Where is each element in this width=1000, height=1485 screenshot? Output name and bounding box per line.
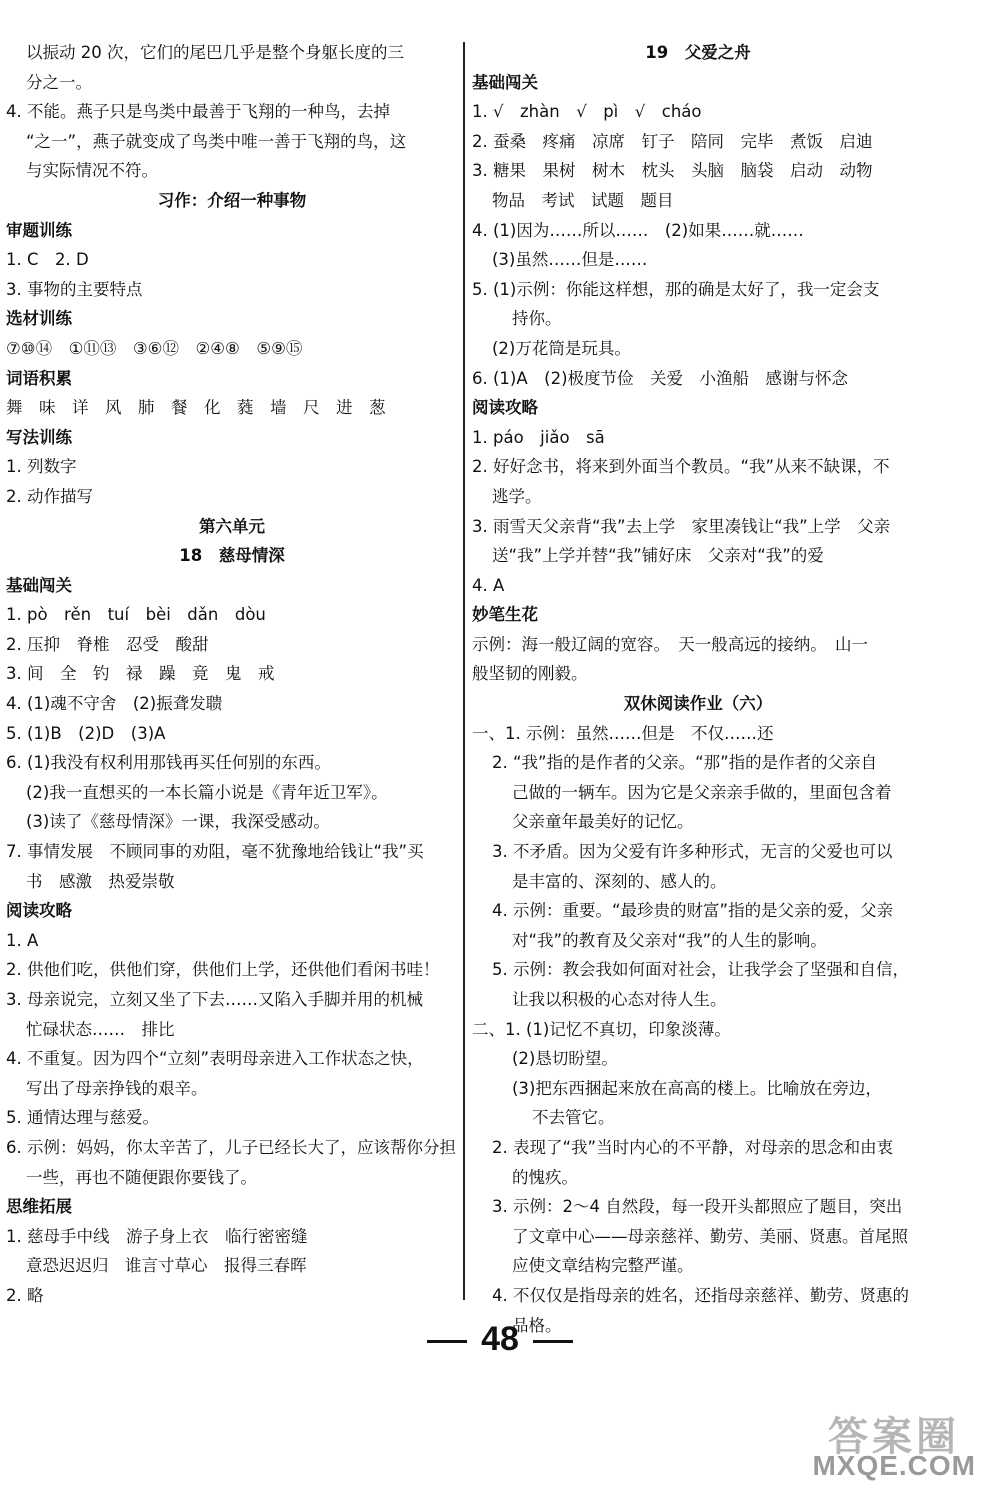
- answer-line: 4. 不能。燕子只是鸟类中最善于飞翔的一种鸟，去掉: [6, 102, 390, 122]
- answer-line: 示例：海一般辽阔的宽容。 天一般高远的接纳。 山一: [472, 634, 868, 654]
- section-heading: 阅读攻略: [6, 901, 72, 921]
- answer-line: 3. 事物的主要特点: [6, 279, 143, 299]
- answer-line: 让我以积极的心态对待人生。: [512, 990, 727, 1009]
- section-heading: 阅读攻略: [472, 398, 538, 418]
- section-heading: 审题训练: [6, 220, 72, 240]
- answer-line: 2. 供他们吃，供他们穿，供他们上学，还供他们看闲书哇！: [6, 960, 440, 980]
- answer-line: (3)虽然……但是……: [492, 250, 648, 270]
- answer-line: 5. 通情达理与慈爱。: [6, 1108, 159, 1128]
- answer-line: 5. 示例：教会我如何面对社会，让我学会了坚强和自信，: [492, 960, 909, 980]
- section-title: 双休阅读作业（六）: [623, 694, 773, 714]
- answer-line: 写出了母亲挣钱的艰辛。: [26, 1078, 208, 1098]
- answer-line: 分之一。: [26, 72, 92, 92]
- answer-line: 一些，再也不随便跟你要钱了。: [26, 1167, 257, 1187]
- answer-line: (3)把东西捆起来放在高高的楼上。比喻放在旁边，: [512, 1078, 882, 1098]
- answer-line: 6. (1)A (2)极度节俭 关爱 小渔船 感谢与怀念: [472, 368, 849, 388]
- section-title: 19 父爱之舟: [645, 43, 751, 62]
- answer-line: 4. A: [472, 575, 505, 595]
- answer-line: 逃学。: [492, 486, 542, 506]
- answer-line: “之一”，燕子就变成了鸟类中唯一善于飞翔的鸟，这: [26, 131, 407, 151]
- answer-line: 1. páo jiǎo sā: [472, 427, 605, 447]
- answer-line: 3. 不矛盾。因为父爱有许多种形式，无言的父爱也可以: [492, 842, 893, 862]
- answer-line: 3. 雨雪天父亲背“我”去上学 家里凑钱让“我”上学 父亲: [472, 516, 891, 536]
- answer-line: 忙碌状态…… 排比: [26, 1019, 175, 1039]
- answer-line: 5. (1)B (2)D (3)A: [6, 723, 166, 743]
- answer-line: 2. 好好念书，将来到外面当个教员。“我”从来不缺课，不: [472, 457, 890, 477]
- section-heading: 妙笔生花: [472, 605, 538, 625]
- answer-line: 般坚韧的刚毅。: [472, 664, 588, 684]
- watermark-logo: 答案圈: [828, 1414, 960, 1460]
- watermark-text: MXQE.COM: [812, 1450, 976, 1481]
- answer-line: (3)读了《慈母情深》一课，我深受感动。: [26, 812, 330, 832]
- answer-line: 2. 表现了“我”当时内心的不平静，对母亲的思念和由衷: [492, 1137, 894, 1157]
- page-number: 48: [481, 1320, 519, 1358]
- answer-line: 父亲童年最美好的记忆。: [512, 812, 694, 832]
- answer-line: 送“我”上学并替“我”铺好床 父亲对“我”的爱: [492, 546, 824, 566]
- answer-line: 2. “我”指的是作者的父亲。“那”指的是作者的父亲自: [492, 753, 878, 773]
- section-title: 习作：介绍一种事物: [157, 190, 307, 210]
- answer-line: 7. 事情发展 不顾同事的劝阻，毫不犹豫地给钱让“我”买: [6, 842, 424, 862]
- answer-line: 6. 示例：妈妈，你太辛苦了，儿子已经长大了，应该帮你分担: [6, 1137, 456, 1157]
- answer-line: 对“我”的教育及父亲对“我”的人生的影响。: [512, 930, 827, 950]
- answer-line: 3. 示例：2～4 自然段，每一段开头都照应了题目，突出: [492, 1197, 903, 1217]
- answer-line: 二、1. (1)记忆不真切，印象淡薄。: [472, 1019, 731, 1039]
- answer-line: 4. (1)因为……所以…… (2)如果……就……: [472, 220, 804, 240]
- answer-line: 了文章中心——母亲慈祥、勤劳、美丽、贤惠。首尾照: [512, 1226, 908, 1246]
- answer-line: 意恐迟迟归 谁言寸草心 报得三春晖: [26, 1256, 307, 1276]
- section-heading: 选材训练: [6, 309, 72, 329]
- answer-line: 是丰富的、深刻的、感人的。: [512, 871, 727, 891]
- answer-line: 品格。: [512, 1315, 562, 1335]
- answer-line: 的愧疚。: [512, 1167, 578, 1187]
- answer-line: 应使文章结构完整严谨。: [512, 1256, 694, 1276]
- answer-line: 2. 蚕桑 疼痛 凉席 钉子 陪同 完毕 煮饭 启迪: [472, 131, 873, 151]
- answer-line: 与实际情况不符。: [26, 161, 158, 181]
- answer-line: 2. 略: [6, 1285, 44, 1305]
- column-divider: [463, 42, 465, 1300]
- section-title: 第六单元: [199, 516, 265, 536]
- answer-line: 书 感激 热爱崇敬: [26, 871, 175, 891]
- right-column: [472, 38, 924, 1340]
- footer-dash-left: [427, 1340, 467, 1343]
- answer-line: 2. 动作描写: [6, 486, 93, 506]
- answer-line: 4. (1)魂不守舍 (2)振聋发聩: [6, 694, 223, 714]
- answer-line: 1. C 2. D: [6, 250, 89, 270]
- answer-line: 1. 慈母手中线 游子身上衣 临行密密缝: [6, 1226, 308, 1246]
- answer-line: 1. pò rěn tuí bèi dǎn dòu: [6, 605, 266, 625]
- section-heading: 思维拓展: [6, 1197, 72, 1217]
- answer-line: 3. 间 全 钓 禄 躁 竟 鬼 戒: [6, 664, 275, 684]
- answer-line: 3. 糖果 果树 树木 枕头 头脑 脑袋 启动 动物: [472, 161, 873, 181]
- answer-line: 1. √ zhàn √ pì √ cháo: [472, 102, 702, 122]
- answer-line: 6. (1)我没有权利用那钱再买任何别的东西。: [6, 753, 331, 773]
- section-heading: 词语积累: [6, 368, 72, 388]
- answer-line: 舞 味 详 风 肺 餐 化 蕤 墙 尺 进 葱: [6, 398, 386, 418]
- section-heading: 基础闯关: [6, 575, 72, 595]
- answer-line: 一、1. 示例：虽然……但是 不仅……还: [472, 723, 774, 743]
- answer-line: 4. 不仅仅是指母亲的姓名，还指母亲慈祥、勤劳、贤惠的: [492, 1285, 909, 1305]
- answer-line: 4. 不重复。因为四个“立刻”表明母亲进入工作状态之快，: [6, 1049, 424, 1069]
- answer-line: 以振动 20 次，它们的尾巴几乎是整个身躯长度的三: [26, 43, 404, 62]
- section-title: 18 慈母情深: [179, 546, 285, 566]
- section-heading: 写法训练: [6, 427, 72, 447]
- answer-line: 物品 考试 试题 题目: [492, 190, 674, 210]
- answer-line: (2)万花筒是玩具。: [492, 338, 631, 358]
- answer-line: (2)恳切盼望。: [512, 1049, 618, 1069]
- answer-line: 2. 压抑 脊椎 忍受 酸甜: [6, 634, 209, 654]
- answer-line: 1. 列数字: [6, 457, 77, 477]
- answer-line: 5. (1)示例：你能这样想，那的确是太好了，我一定会支: [472, 279, 880, 299]
- answer-line: 3. 母亲说完，立刻又坐了下去……又陷入手脚并用的机械: [6, 990, 423, 1009]
- answer-line: 持你。: [512, 309, 562, 329]
- answer-line: (2)我一直想买的一本长篇小说是《青年近卫军》。: [26, 782, 388, 802]
- footer-dash-right: [533, 1340, 573, 1343]
- answer-line: 4. 示例：重要。“最珍贵的财富”指的是父亲的爱，父亲: [492, 901, 894, 921]
- answer-line: 己做的一辆车。因为它是父亲亲手做的，里面包含着: [512, 782, 892, 802]
- answer-line: 1. A: [6, 930, 39, 950]
- answer-line: ⑦⑩⑭ ①⑪⑬ ③⑥⑫ ②④⑧ ⑤⑨⑮: [6, 338, 303, 358]
- left-column: [6, 38, 458, 1311]
- answer-line: 不去管它。: [532, 1108, 615, 1128]
- page-footer: [0, 1320, 1000, 1359]
- section-heading: 基础闯关: [472, 72, 538, 92]
